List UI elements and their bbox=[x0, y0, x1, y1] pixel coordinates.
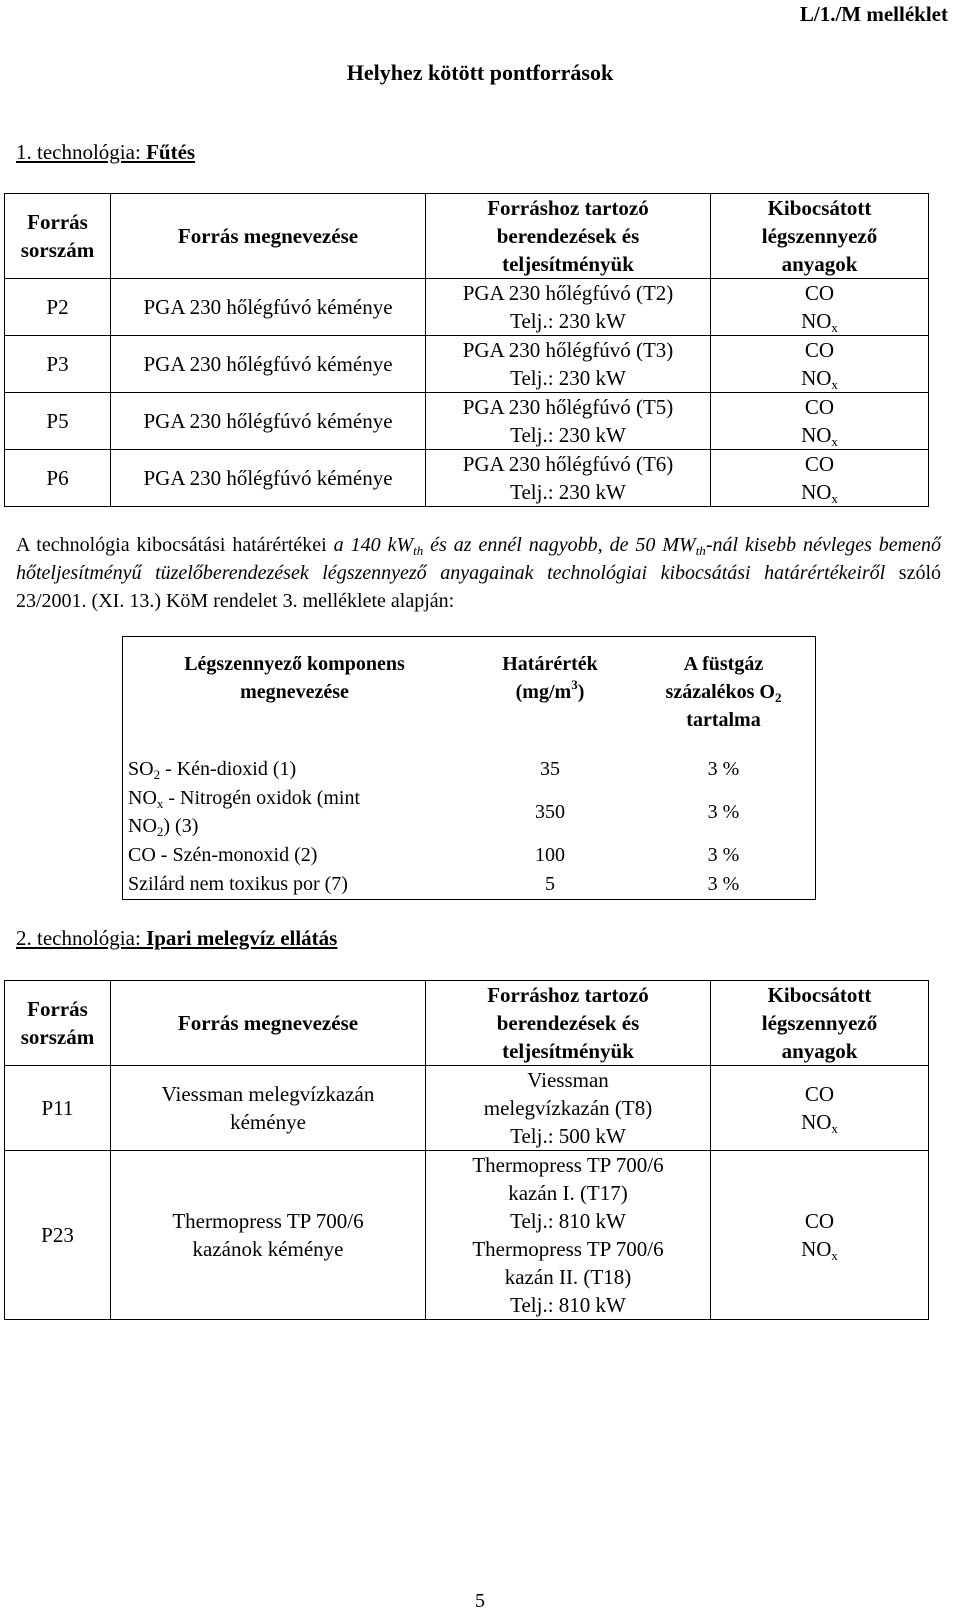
pollutant-name: Szilárd nem toxikus por (7) bbox=[128, 872, 348, 895]
limit-value: 5 bbox=[545, 872, 555, 895]
limits-header-limit: Határérték $(mg/m^3)$ bbox=[502, 653, 598, 703]
limits-row bbox=[122, 869, 814, 898]
source-name: PGA 230 hőlégfúvó kéménye bbox=[111, 336, 426, 393]
limits-header-component: Légszennyező komponens megnevezése bbox=[184, 653, 405, 703]
o2-percent: 3 % bbox=[707, 843, 740, 866]
source-equipment: Thermopress TP 700/6 kazán I. (T17) Telj.: 810 kW Thermopress TP 700/6 kazán II. (T18) Telj.: 810 kW bbox=[426, 1151, 711, 1320]
source-name: PGA 230 hőlégfúvó kéménye bbox=[111, 279, 426, 336]
header-pollutants: Kibocsátott légszennyező anyagok bbox=[711, 981, 929, 1066]
source-equipment: PGA 230 hőlégfúvó (T2) Telj.: 230 kW bbox=[426, 279, 711, 336]
emission-limits-paragraph: A technológia kibocsátási határértékei a 140 $kW_{th}$ és az ennél nagyobb, de 50 $MW_{th}$-nál kisebb névleges bemenő hőteljesítményű tüzelőberendezések légszennyező anyagainak technológiai kibocsátási határértékeiről szóló 23/2001. (XI. 13.) KöM rendelet 3. melléklete alapján: bbox=[16, 534, 942, 612]
source-pollutants: CO $NO_x$ bbox=[711, 336, 929, 393]
source-id: P11 bbox=[5, 1066, 111, 1151]
table-row bbox=[5, 1066, 929, 1151]
source-id: P23 bbox=[5, 1151, 111, 1320]
document-title: Helyhez kötött pontforrások bbox=[346, 60, 614, 85]
header-source-id: Forrás sorszám bbox=[5, 981, 111, 1066]
table-row bbox=[5, 393, 929, 450]
limits-header-o2: A füstgáz százalékos $O_2$ tartalma bbox=[665, 653, 782, 731]
pollutant-name: $SO_2$ - Kén-dioxid (1) bbox=[128, 758, 297, 782]
o2-percent: 3 % bbox=[707, 801, 740, 823]
limits-table bbox=[122, 636, 814, 898]
limits-row bbox=[122, 840, 814, 869]
header-source-name: Forrás megnevezése bbox=[111, 194, 426, 279]
source-id: P6 bbox=[5, 450, 111, 507]
table-row bbox=[5, 450, 929, 507]
pollutant-name: CO - Szén-monoxid (2) bbox=[128, 843, 318, 866]
tech1-heading bbox=[16, 140, 195, 165]
source-equipment: PGA 230 hőlégfúvó (T6) Telj.: 230 kW bbox=[426, 450, 711, 507]
source-id: P2 bbox=[5, 279, 111, 336]
table-row bbox=[5, 336, 929, 393]
o2-percent: 3 % bbox=[707, 872, 740, 895]
tech1-prefix: 1. technológia: bbox=[16, 140, 147, 164]
tech2-source-table bbox=[4, 980, 929, 1320]
source-pollutants: CO $NO_x$ bbox=[711, 450, 929, 507]
source-equipment: Viessman melegvízkazán (T8) Telj.: 500 kW bbox=[426, 1066, 711, 1151]
page-number: 5 bbox=[475, 1590, 485, 1612]
limit-value: 100 bbox=[535, 843, 565, 866]
source-id: P5 bbox=[5, 393, 111, 450]
limit-value: 350 bbox=[535, 801, 565, 823]
header-source-name: Forrás megnevezése bbox=[111, 981, 426, 1066]
table-row bbox=[5, 1151, 929, 1320]
source-equipment: PGA 230 hőlégfúvó (T3) Telj.: 230 kW bbox=[426, 336, 711, 393]
header-source-id: Forrás sorszám bbox=[5, 194, 111, 279]
source-name: Thermopress TP 700/6 kazánok kéménye bbox=[111, 1151, 426, 1320]
limits-row bbox=[122, 784, 814, 840]
limits-row bbox=[122, 754, 814, 784]
source-id: P3 bbox=[5, 336, 111, 393]
tech2-prefix: 2. technológia: bbox=[16, 926, 147, 950]
source-pollutants: CO $NO_x$ bbox=[711, 1151, 929, 1320]
source-equipment: PGA 230 hőlégfúvó (T5) Telj.: 230 kW bbox=[426, 393, 711, 450]
header-equipment: Forráshoz tartozó berendezések és teljesítményük bbox=[426, 981, 711, 1066]
source-pollutants: CO $NO_x$ bbox=[711, 393, 929, 450]
limits-header-row bbox=[122, 636, 814, 754]
header-equipment: Forráshoz tartozó berendezések és teljesítményük bbox=[426, 194, 711, 279]
source-name: Viessman melegvízkazán kéménye bbox=[111, 1066, 426, 1151]
source-name: PGA 230 hőlégfúvó kéménye bbox=[111, 450, 426, 507]
source-name: PGA 230 hőlégfúvó kéménye bbox=[111, 393, 426, 450]
table-header-row bbox=[5, 194, 929, 279]
source-pollutants: CO $NO_x$ bbox=[711, 1066, 929, 1151]
tech1-source-table bbox=[4, 193, 929, 507]
tech1-name: Fűtés bbox=[146, 140, 196, 164]
limit-value: 35 bbox=[540, 758, 560, 780]
pollutant-name: $NO_x$ - Nitrogén oxidok (mint $NO_2$) (3) bbox=[128, 787, 361, 839]
tech2-heading bbox=[16, 926, 337, 951]
table-row bbox=[5, 279, 929, 336]
o2-percent: 3 % bbox=[707, 758, 740, 780]
header-pollutants: Kibocsátott légszennyező anyagok bbox=[711, 194, 929, 279]
source-pollutants: CO $NO_x$ bbox=[711, 279, 929, 336]
table-header-row bbox=[5, 981, 929, 1066]
annex-label: L/1./M melléklet bbox=[799, 2, 948, 26]
tech2-name: Ipari melegvíz ellátás bbox=[146, 926, 338, 950]
